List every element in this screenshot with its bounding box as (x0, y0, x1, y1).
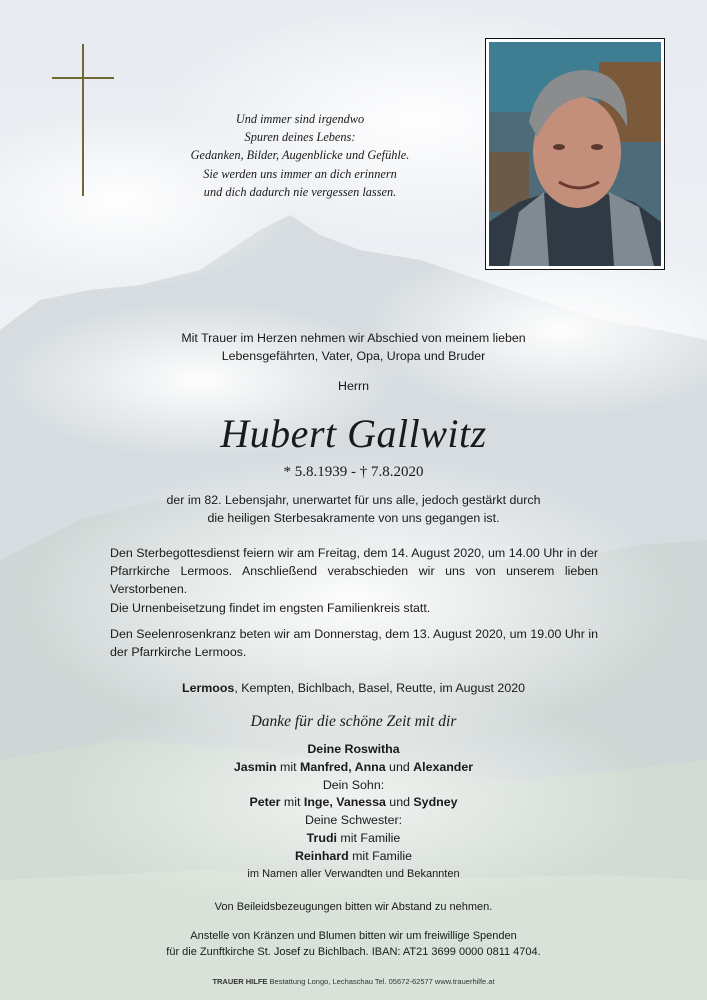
family-connector: mit Familie (336, 830, 401, 845)
poem-line: Gedanken, Bilder, Augenblicke und Gefühle. (190, 148, 410, 163)
life-dates: * 5.8.1939 - † 7.8.2020 (283, 464, 424, 480)
poem-line: Sie werden uns immer an dich erinnern (203, 166, 397, 181)
intro-line: Lebensgefährten, Vater, Opa, Uropa und Bruder (221, 348, 486, 363)
places-rest: , Kempten, Bichlbach, Basel, Reutte, im August 2020 (234, 681, 525, 695)
places-line (0, 681, 707, 695)
family-connector: mit (280, 795, 304, 810)
family-inge-vanessa: Inge, Vanessa (303, 795, 386, 810)
donation-note (0, 928, 707, 960)
family-connector: mit (276, 759, 301, 774)
family-connector: und (385, 759, 414, 774)
intro-line: Mit Trauer im Herzen nehmen wir Abschied von meinem lieben (181, 331, 526, 345)
salutation: Herrn (338, 379, 369, 393)
footer (0, 977, 707, 986)
thanks-line: Danke für die schöne Zeit mit dir (250, 713, 457, 730)
funeral-service-paragraph: Den Sterbegottesdienst feiern wir am Freitag, dem 14. August 2020, um 14.00 Uhr in der Pfarrkirche Lermoos. Anschließend verabschieden wir uns von unserem lieben Verstorbenen. (110, 546, 598, 596)
poem-line: und dich dadurch nie vergessen lassen. (203, 184, 397, 199)
condolence-note: Von Beileidsbezeugungen bitten wir Abstand zu nehmen. (214, 901, 493, 913)
family-list (0, 741, 707, 848)
family-roswitha: Deine Roswitha (307, 742, 400, 756)
family-reinhard: Reinhard (294, 849, 349, 863)
family-sydney: Sydney (413, 795, 458, 810)
family-reinhard-line (0, 849, 707, 863)
intro-text (0, 330, 707, 365)
cross-icon (52, 44, 114, 196)
footer-text: Bestattung Longo, Lechaschau Tel. 05672-62577 www.trauerhilfe.at (267, 977, 495, 986)
poem-line: Spuren deines Lebens: (244, 130, 356, 145)
family-connector: und (385, 795, 414, 810)
age-text (0, 492, 707, 527)
portrait-photo (485, 38, 665, 270)
place-lermoos: Lermoos (182, 681, 235, 695)
donation-line: für die Zunftkirche St. Josef zu Bichlbach. IBAN: AT21 3699 0000 0811 4704. (166, 946, 541, 958)
urn-burial-paragraph: Die Urnenbeisetzung findet im engsten Familienkreis statt. (110, 601, 431, 615)
deceased-name: Hubert Gallwitz (220, 411, 487, 456)
family-connector: mit Familie (348, 849, 413, 863)
poem (150, 110, 450, 201)
family-jasmin: Jasmin (233, 759, 277, 774)
donation-line: Anstelle von Kränzen und Blumen bitten wir um freiwillige Spenden (190, 930, 517, 942)
rosary-paragraph: Den Seelenrosenkranz beten wir am Donnerstag, dem 13. August 2020, um 19.00 Uhr in der Pfarrkirche Lermoos. (110, 627, 598, 659)
family-manfred-anna: Manfred, Anna (300, 759, 386, 774)
age-line: die heiligen Sterbesakramente von uns gegangen ist. (207, 510, 500, 525)
family-alexander: Alexander (413, 759, 474, 774)
family-son-label: Dein Sohn: (322, 777, 385, 792)
family-trudi: Trudi (306, 830, 337, 845)
family-peter: Peter (249, 795, 281, 810)
footer-brand: TRAUER HILFE (212, 977, 268, 986)
poem-line: Und immer sind irgendwo (235, 112, 365, 126)
family-sister-label: Deine Schwester: (304, 813, 403, 828)
age-line: der im 82. Lebensjahr, unerwartet für uns alle, jedoch gestärkt durch (166, 493, 541, 507)
family-all-relatives: im Namen aller Verwandten und Bekannten (247, 868, 460, 880)
